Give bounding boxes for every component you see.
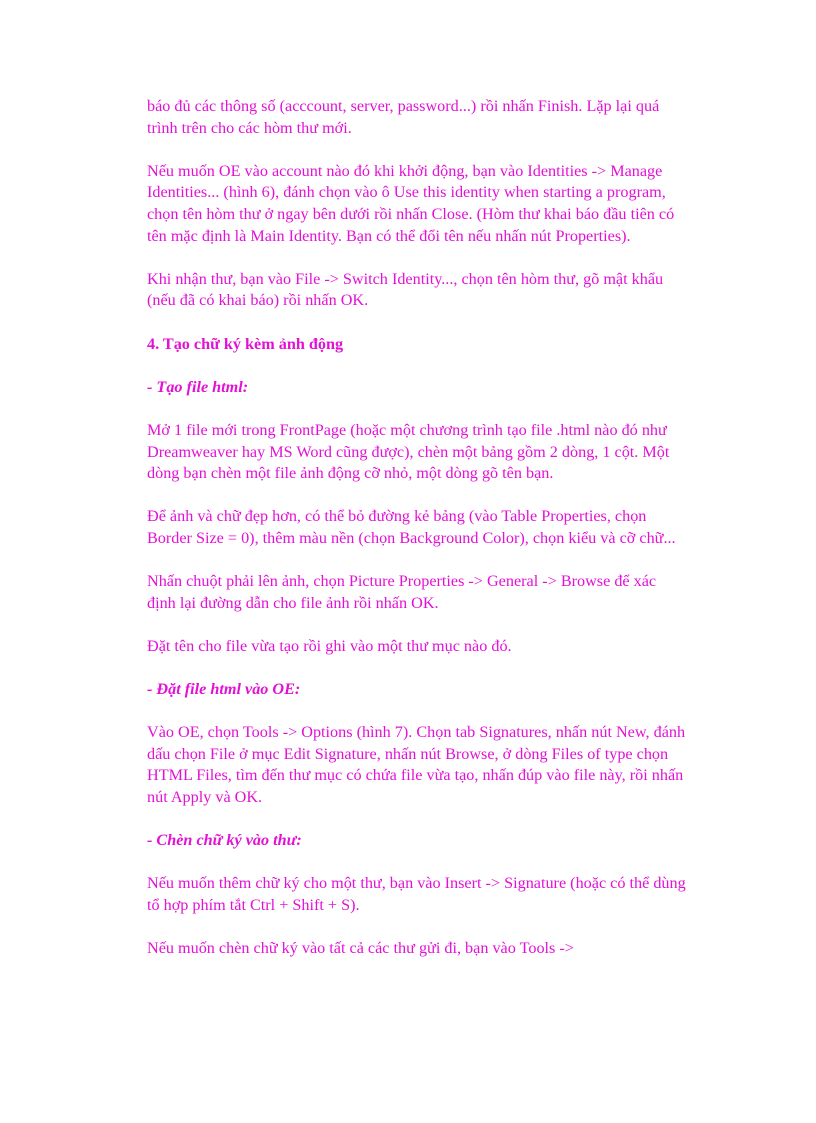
paragraph-switch-identity: Khi nhận thư, bạn vào File -> Switch Identity..., chọn tên hòm thư, gõ mật khẩu (nếu đã có khai báo) rồi nhấn OK.: [147, 269, 664, 310]
paragraph-save-file: Đặt tên cho file vừa tạo rồi ghi vào một thư mục nào đó.: [147, 636, 512, 655]
paragraph-insert-signature: Nếu muốn thêm chữ ký cho một thư, bạn vào Insert -> Signature (hoặc có thể dùng tổ hợp phím tắt Ctrl + Shift + S).: [147, 874, 686, 914]
paragraph-table-properties: Để ảnh và chữ đẹp hơn, có thể bỏ đường kẻ bảng (vào Table Properties, chọn Border Size = 0), thêm màu nền (chọn Background Color), chọn kiểu và cỡ chữ...: [147, 507, 676, 547]
paragraph-manage-identities: Nếu muốn OE vào account nào đó khi khởi động, bạn vào Identities -> Manage Identities... (hình 6), đánh chọn vào ô Use this identity when starting a program, chọn tên hòm thư ở ngay bên dưới rồi nhấn Close. (Hòm thư khai báo đầu tiên có tên mặc định là Main Identity. Bạn có thể đổi tên nếu nhấn nút Properties).: [147, 161, 675, 245]
subheading-insert-signature: - Chèn chữ ký vào thư:: [147, 831, 302, 850]
subheading-create-html: - Tạo file html:: [147, 377, 249, 396]
paragraph-picture-properties: Nhấn chuột phải lên ảnh, chọn Picture Properties -> General -> Browse để xác định lại đường dẫn cho file ảnh rồi nhấn OK.: [147, 572, 657, 612]
paragraph-account-setup: báo đủ các thông số (acccount, server, password...) rồi nhấn Finish. Lặp lại quá trình trên cho các hòm thư mới.: [147, 97, 660, 137]
document-page: [147, 96, 687, 981]
subheading-put-html-oe: - Đặt file html vào OE:: [147, 680, 301, 699]
paragraph-tools-options: Vào OE, chọn Tools -> Options (hình 7). Chọn tab Signatures, nhấn nút New, đánh dấu chọn File ở mục Edit Signature, nhấn nút Browse, ở dòng Files of type chọn HTML Files, tìm đến thư mục có chứa file vừa tạo, nhấn đúp vào file này, rồi nhấn nút Apply và OK.: [147, 723, 686, 806]
section-heading-signature: 4. Tạo chữ ký kèm ảnh động: [147, 334, 344, 353]
paragraph-all-messages: Nếu muốn chèn chữ ký vào tất cả các thư gửi đi, bạn vào Tools ->: [147, 939, 574, 958]
paragraph-frontpage: Mở 1 file mới trong FrontPage (hoặc một chương trình tạo file .html nào đó như Dreamweaver hay MS Word cũng được), chèn một bảng gồm 2 dòng, 1 cột. Một dòng bạn chèn một file ảnh động cỡ nhỏ, một dòng gõ tên bạn.: [147, 420, 670, 483]
